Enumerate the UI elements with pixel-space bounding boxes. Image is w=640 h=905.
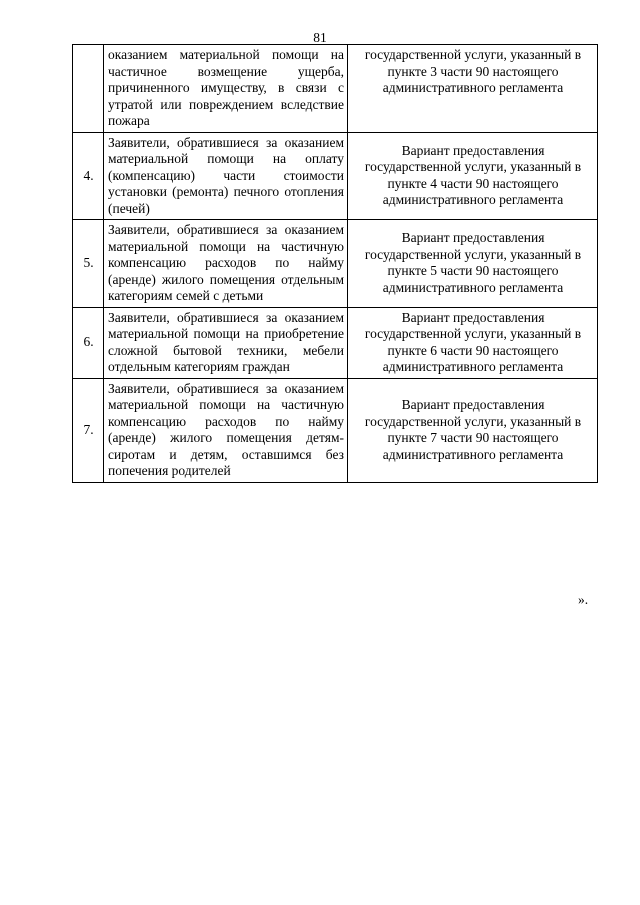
service-variant: государственной услуги, указанный в пункте 3 части 90 настоящего административного регламента <box>348 45 598 133</box>
row-number: 4. <box>73 132 104 220</box>
table-row <box>73 132 598 220</box>
service-variant: Вариант предоставления государственной услуги, указанный в пункте 7 части 90 настоящего административного регламента <box>348 378 598 482</box>
service-variant: Вариант предоставления государственной услуги, указанный в пункте 5 части 90 настоящего административного регламента <box>348 220 598 308</box>
applicant-description: оказанием материальной помощи на частичное возмещение ущерба, причиненного имуществу, в связи с утратой или повреждением вследствие пожара <box>104 45 348 133</box>
row-number <box>73 45 104 133</box>
row-number: 5. <box>73 220 104 308</box>
service-variant: Вариант предоставления государственной услуги, указанный в пункте 4 части 90 настоящего административного регламента <box>348 132 598 220</box>
applicant-description: Заявители, обратившиеся за оказанием материальной помощи на частичную компенсацию расходов по найму (аренде) жилого помещения детям-сиротам и детям, оставшимся без попечения родителей <box>104 378 348 482</box>
table-row <box>73 307 598 378</box>
row-number: 7. <box>73 378 104 482</box>
table-row <box>73 45 598 133</box>
page-number: 81 <box>313 30 327 45</box>
closing-quote-mark: ». <box>578 592 589 607</box>
applicant-description: Заявители, обратившиеся за оказанием материальной помощи на оплату (компенсацию) части стоимости установки (ремонта) печного отопления (печей) <box>104 132 348 220</box>
services-table <box>72 44 598 483</box>
table-row <box>73 220 598 308</box>
row-number: 6. <box>73 307 104 378</box>
applicant-description: Заявители, обратившиеся за оказанием материальной помощи на частичную компенсацию расходов по найму (аренде) жилого помещения отдельным категориям семей с детьми <box>104 220 348 308</box>
applicant-description: Заявители, обратившиеся за оказанием материальной помощи на приобретение сложной бытовой техники, мебели отдельным категориям граждан <box>104 307 348 378</box>
table-row <box>73 378 598 482</box>
service-variant: Вариант предоставления государственной услуги, указанный в пункте 6 части 90 настоящего административного регламента <box>348 307 598 378</box>
